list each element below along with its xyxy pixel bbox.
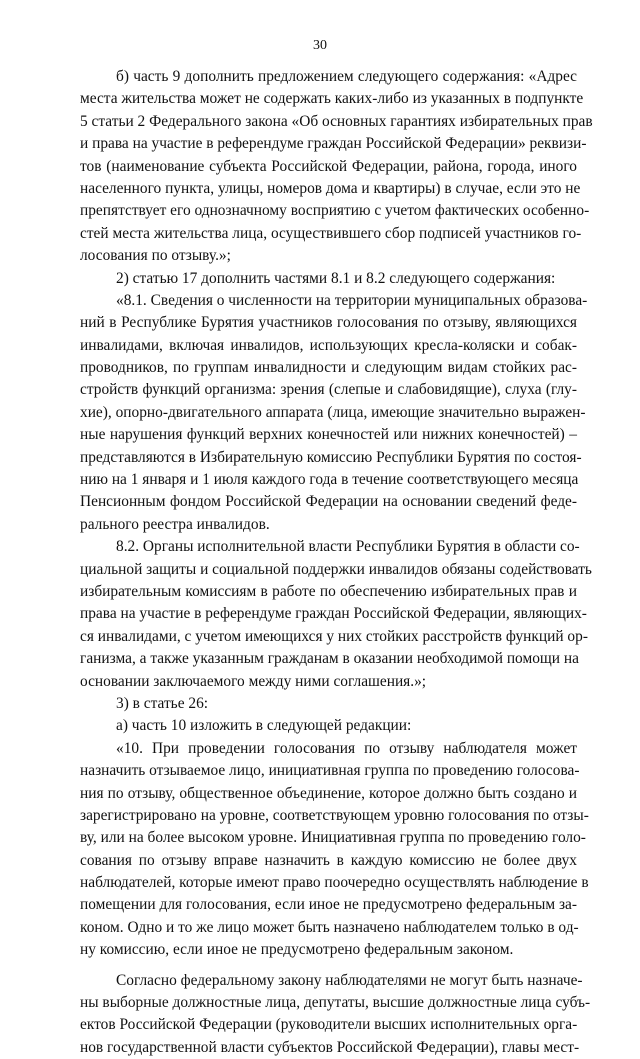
text-line: Пенсионным фондом Российской Федерации на основании сведений феде-: [80, 493, 577, 511]
paragraph-10: [80, 738, 589, 962]
text-line: 8.2. Органы исполнительной власти Республики Бурятия в области со-: [116, 538, 580, 556]
text-line: места жительства может не содержать каких-либо из указанных в подпункте: [80, 90, 584, 108]
text-line: циальной защиты и социальной поддержки инвалидов обязаны содействовать: [80, 560, 592, 578]
text-line: ганизма, а также указанным гражданам в оказании необходимой помощи на: [80, 650, 579, 668]
text-line: ний в Республике Бурятия участников голосования по отзыву, являющихся: [80, 314, 577, 332]
text-line: ны выборные должностные лица, депутаты, высшие должностные лица субъ-: [80, 994, 591, 1012]
paragraph-2-article17: [80, 268, 577, 290]
paragraph-gap: [80, 962, 577, 970]
text-line: избирательным комиссиям в работе по обеспечению избирательных прав и: [80, 582, 577, 600]
text-line: 2) статью 17 дополнить частями 8.1 и 8.2 следующего содержания:: [116, 269, 556, 287]
paragraph-8-2: [80, 536, 592, 693]
text-line: основании заключаемого между ними соглашения.»;: [80, 672, 427, 690]
text-line: «10. При проведении голосования по отзыву наблюдателя может: [116, 739, 577, 757]
page-number: 30: [313, 38, 327, 53]
text-line: лосования по отзыву.»;: [80, 247, 231, 265]
text-line: б) часть 9 дополнить предложением следующего содержания: «Адрес: [116, 68, 577, 85]
text-line: ну комиссию, если иное не предусмотрено федеральным законом.: [80, 941, 514, 959]
text-line: препятствует его однозначному восприятию с учетом фактических особенно-: [80, 202, 590, 220]
text-line: нию на 1 января и 1 июля каждого года в течение соответствующего месяца: [80, 471, 579, 489]
text-line: 5 статьи 2 Федерального закона «Об основных гарантиях избирательных прав: [80, 112, 593, 130]
text-line: проводников, по группам инвалидности и следующим видам стойких рас-: [80, 359, 577, 377]
paragraph-a-part10: [80, 715, 577, 737]
text-line: населенного пункта, улицы, номеров дома и квартиры) в случае, если это не: [80, 179, 581, 197]
paragraph-b-part9: [80, 66, 593, 268]
text-line: стей места жительства лица, осуществившего сбор подписей участников го-: [80, 224, 582, 242]
text-line: Согласно федеральному закону наблюдателями не могут быть назначе-: [116, 971, 583, 989]
text-line: назначить отзываемое лицо, инициативная группа по проведению голосова-: [80, 762, 580, 780]
text-line: хие), опорно-двигательного аппарата (лица, имеющие значительно выражен-: [80, 403, 586, 421]
text-line: ектов Российской Федерации (руководители высших исполнительных орга-: [80, 1016, 578, 1034]
text-line: рального реестра инвалидов.: [80, 515, 270, 533]
text-line: тов (наименование субъекта Российской Федерации, района, города, иного: [80, 157, 577, 175]
text-line: помещении для голосования, если иное не предусмотрено федеральным за-: [80, 896, 577, 914]
text-line: нов государственной власти субъектов Российской Федерации), главы мест-: [80, 1038, 580, 1056]
text-line: «8.1. Сведения о численности на территории муниципальных образова-: [116, 291, 588, 309]
text-line: ву, или на более высоком уровне. Инициативная группа по проведению голо-: [80, 829, 586, 847]
text-line: наблюдателей, которые имеют право поочередно осуществлять наблюдение в: [80, 874, 589, 892]
text-line: стройств функций организма: зрения (слепые и слабовидящие), слуха (глу-: [80, 381, 577, 399]
paragraph-3-article26: [80, 693, 577, 715]
text-line: инвалидами, включая инвалидов, использующих кресла-коляски и собак-: [80, 336, 577, 354]
text-line: права на участие в референдуме граждан Российской Федерации, являющих-: [80, 605, 587, 623]
text-line: сования по отзыву вправе назначить в каждую комиссию не более двух: [80, 851, 577, 869]
paragraph-8-1: [80, 290, 588, 536]
text-line: ся инвалидами, с учетом имеющихся у них стойких расстройств функций ор-: [80, 627, 588, 645]
text-line: коном. Одно и то же лицо может быть назначено наблюдателем только в од-: [80, 918, 579, 936]
text-line: а) часть 10 изложить в следующей редакции:: [116, 717, 412, 735]
text-line: 3) в статье 26:: [116, 694, 209, 712]
text-line: зарегистрировано на уровне, соответствующем уровню голосования по отзы-: [80, 806, 589, 824]
page-text: [80, 66, 593, 1059]
text-line: ния по отзыву, общественное объединение, которое должно быть создано и: [80, 784, 577, 802]
text-line: и права на участие в референдуме граждан Российской Федерации» реквизи-: [80, 135, 587, 153]
paragraph-federal-law: [80, 970, 591, 1059]
text-line: ные нарушения функций верхних конечностей или нижних конечностей) –: [80, 426, 577, 444]
text-line: представляются в Избирательную комиссию Республики Бурятия по состоя-: [80, 448, 582, 466]
